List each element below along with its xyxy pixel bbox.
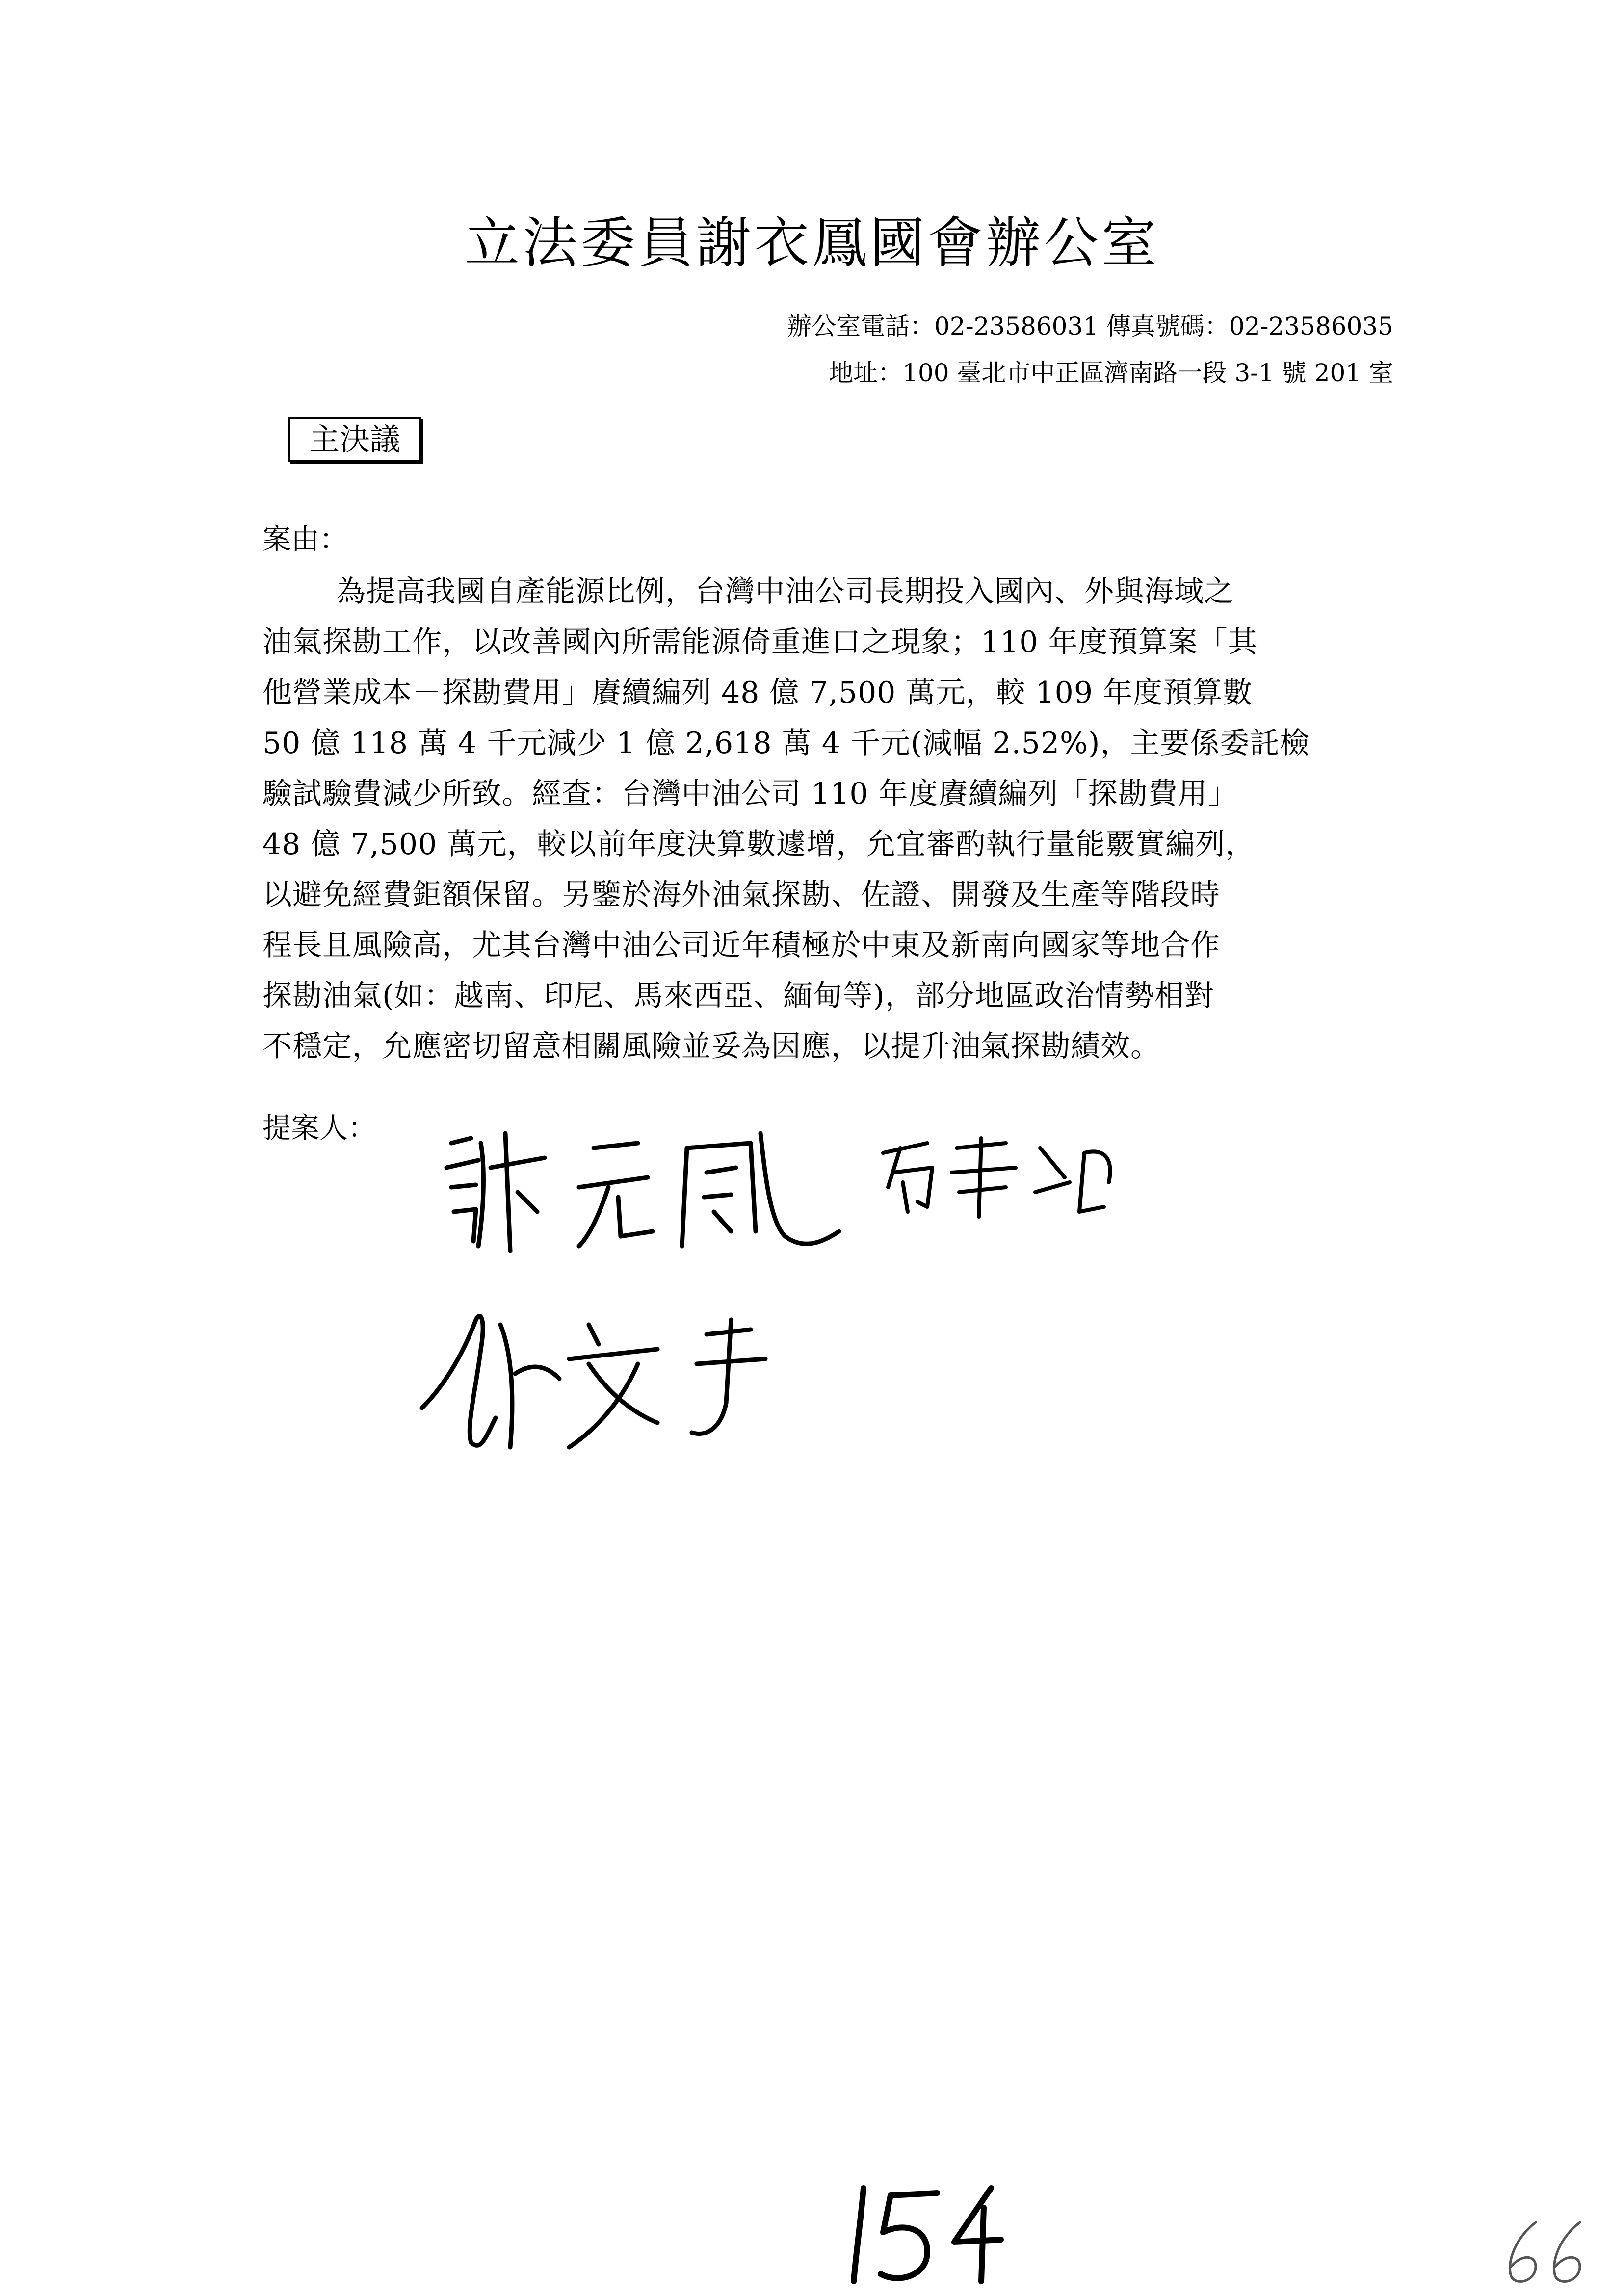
- reason-line: 48 億 7,500 萬元，較以前年度決算數遽增，允宜審酌執行量能覈實編列，: [262, 827, 1256, 861]
- reason-body: [262, 567, 1401, 1072]
- contact-phone-line: 辦公室電話：02-23586031 傳真號碼：02-23586035: [787, 312, 1393, 340]
- resolution-type-badge: 主決議: [288, 417, 421, 462]
- reason-line: 他營業成本－探勘費用」賡續編列 48 億 7,500 萬元，較 109 年度預算數: [262, 676, 1253, 710]
- reason-line: 50 億 118 萬 4 千元減少 1 億 2,618 萬 4 千元(減幅 2.52%)，主要係委託檢: [262, 726, 1310, 760]
- signature-1: [432, 1114, 864, 1261]
- reason-line: 為提高我國自產能源比例，台灣中油公司長期投入國內、外與海域之: [336, 574, 1234, 609]
- proposer-label: 提案人：: [262, 1111, 377, 1145]
- margin-note: [1496, 2218, 1595, 2288]
- contact-address-line: 地址：100 臺北市中正區濟南路一段 3-1 號 201 室: [829, 359, 1393, 387]
- reason-line: 不穩定，允應密切留意相關風險並妥為因應，以提升油氣探勘績效。: [262, 1029, 1160, 1064]
- reason-line: 探勘油氣(如：越南、印尼、馬來西亞、緬甸等)，部分地區政治情勢相對: [262, 979, 1214, 1013]
- reason-label: 案由：: [262, 522, 348, 556]
- reason-line: 驗試驗費減少所致。經查：台灣中油公司 110 年度賡續編列「探勘費用」: [262, 777, 1238, 811]
- signature-2: [873, 1128, 1128, 1226]
- office-title: 立法委員謝衣鳳國會辦公室: [465, 211, 1159, 275]
- reason-line: 以避免經費鉅額保留。另鑒於海外油氣探勘、佐證、開發及生產等階段時: [262, 878, 1220, 912]
- reason-line: 油氣探勘工作，以改善國內所需能源倚重進口之現象；110 年度預算案「其: [262, 625, 1258, 659]
- reason-line: 程長且風險高，尤其台灣中油公司近年積極於中東及新南向國家等地合作: [262, 928, 1220, 963]
- page-number: [834, 2178, 1011, 2288]
- signature-3: [412, 1290, 785, 1467]
